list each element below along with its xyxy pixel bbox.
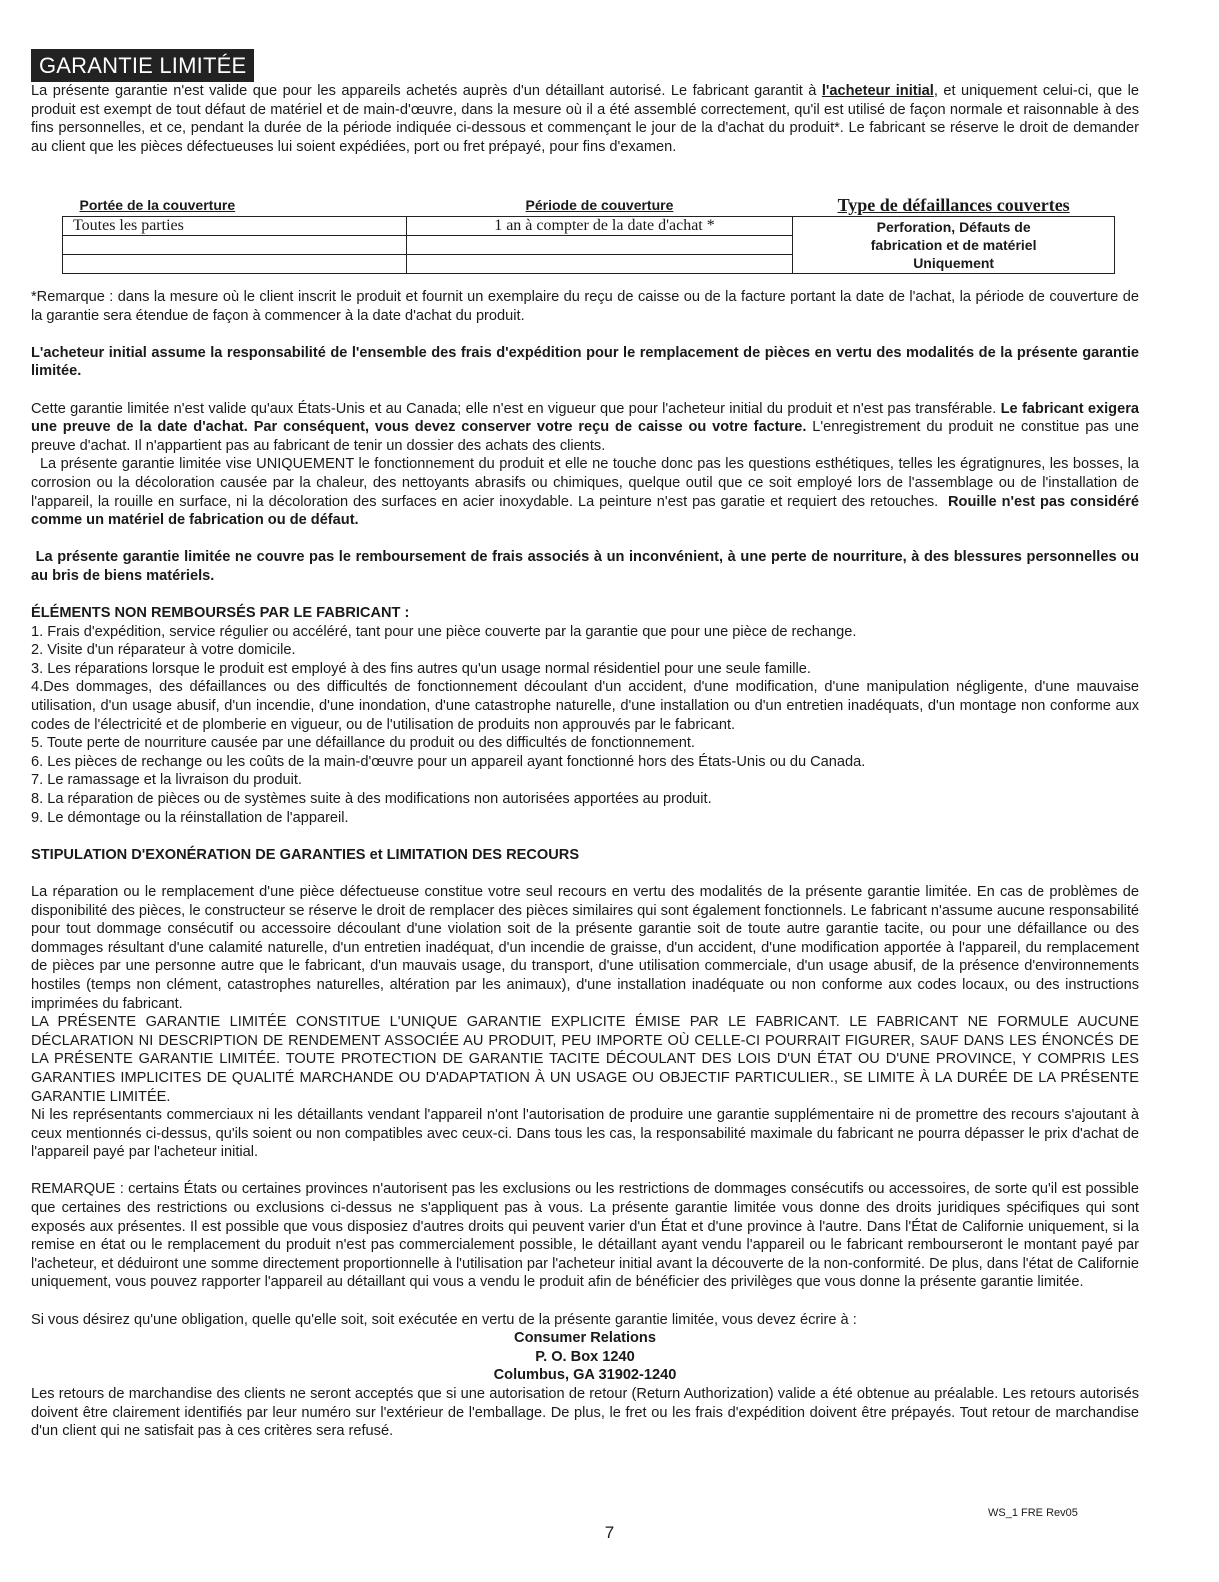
page-number: 7 <box>604 1523 615 1542</box>
list-item: 1. Frais d'expédition, service régulier ou accéléré, tant pour une pièce couverte par la garantie que pour une pièce de rechange. <box>31 623 857 640</box>
header-period: Période de couverture <box>525 197 674 214</box>
not-reimbursed-section <box>31 604 1139 827</box>
defects-line-3: Uniquement <box>913 254 995 271</box>
cosmetic-paragraph <box>31 455 1144 529</box>
intro-emphasis: l'acheteur initial <box>821 83 934 99</box>
list-item: 9. Le démontage ou la réinstallation de l'appareil. <box>31 809 349 826</box>
list-item: 8. La réparation de pièces ou de systèmes suite à des modifications non autorisées apportées au produit. <box>31 791 712 807</box>
state-remark-paragraph: REMARQUE : certains États ou certaines provinces n'autorisent pas les exclusions ou les restrictions de dommages consécutifs ou accessoires, de sorte qu'il est possible que certaines des restrictions ou exclusions ci-dessus ne s'appliquent pas à vous. La présente garantie limitée vous donne des droits juridiques spécifiques qui sont exposés aux présentes. Il est possible que vous disposiez d'autres droits qui peuvent varier d'un État et d'une province à l'autre. Dans l'État de Californie uniquement, si la remise en état ou le remplacement du produit n'est pas commercialement possible, le détaillant ayant vendu l'appareil ou le fabricant rembourseront le montant payé par l'acheteur, et déduiront une somme directement proportionnelle à l'utilisation par l'acheteur initial avant la découverte de la non-conformité. De plus, dans l'état de Californie uniquement, vous pouvez rapporter l'appareil au détaillant qui vous a vendu le produit afin de bénéficier des privilèges que vous donne la présente garantie limitée. <box>31 1181 1139 1291</box>
no-cover-paragraph: La présente garantie limitée ne couvre pas le remboursement de frais associés à un inconvénient, à une perte de nourriture, à des blessures personnelles ou au bris de biens matériels. <box>31 549 1144 584</box>
header-scope: Portée de la couverture <box>79 197 236 214</box>
intro-text-1: La présente garantie n'est valide que pour les appareils achetés auprès d'un détaillant autorisé. Le fabricant garantit à <box>31 83 822 99</box>
defects-line-1: Perforation, Défauts de <box>876 218 1031 235</box>
intro-text-2: , et uniquement celui-ci, que le produit est exempt de tout défaut de matériel et de main-d'œuvre, dans la mesure où il a été assemblé correctement, qu'il est utilisé de façon normale et raisonnable à des fins personnelles, et ce, pendant la durée de la période indiquée ci-dessous et commençant le jour de la d'achat du produit*. Le fabricant se réserve le droit de demander au client que les pièces défectueuses lui soient expédiées, port ou fret prépayé, pour fins d'examen. <box>31 83 1139 155</box>
defects-line-2: fabrication et de matériel <box>870 236 1037 253</box>
empty-cell <box>406 235 793 254</box>
list-item: 2. Visite d'un réparateur à votre domicile. <box>31 642 296 659</box>
not-reimbursed-heading: ÉLÉMENTS NON REMBOURSÉS PAR LE FABRICANT : <box>31 605 410 622</box>
header-defects: Type de défaillances couvertes <box>837 195 1070 216</box>
cosmetic-text: La présente garantie limitée vise UNIQUEMENT le fonctionnement du produit et elle ne touche donc pas les questions esthétiques, telles les égratignures, les bosses, la corrosion ou la décoloration causée par la chaleur, des nettoyants abrasifs ou chimiques, quelque outil que ce soit employé lors de l'assemblage ou de l'installation de l'appareil, la rouille en surface, ni la décoloration des surfaces en acier inoxydable. La peinture n'est pas garatie et requiert des retouches. <box>31 456 1144 510</box>
contact-name: Consumer Relations <box>514 1330 656 1347</box>
empty-cell <box>406 254 793 273</box>
document-code: WS_1 FRE Rev05 <box>988 1507 1078 1519</box>
scope-cell: Toutes les parties <box>63 216 407 235</box>
disclaimer-paragraph-3: Ni les représentants commerciaux ni les détaillants vendant l'appareil n'ont l'autorisation de produire une garantie supplémentaire ni de promettre des recours s'ajoutant à ceux mentionnés ci-dessus, qu'ils soient ou non compatibles avec ceux-ci. Dans tous les cas, la responsabilité maximale du fabricant ne pourra dépasser le prix d'achat de l'appareil payé par l'acheteur initial. <box>31 1107 1139 1161</box>
disclaimer-paragraph-1: La réparation ou le remplacement d'une pièce défectueuse constitue votre seul recours en vertu des modalités de la présente garantie limitée. En cas de problèmes de disponibilité des pièces, le constructeur se réserve le droit de remplacer des pièces similaires qui sont également fonctionnels. Le fabricant n'assume aucune responsabilité pour tout dommage consécutif ou accessoire découlant d'une violation soit de la présente garantie soit de toute autre garantie tacite, ou pour une défaillance ou des dommages résultant d'une calamité naturelle, d'un entretien inadéquat, d'un incendie de graisse, d'un accident, d'une modification apportée à l'appareil, du remplacement de pièces par une personne autre que le fabricant, d'un mauvais usage, du transport, d'une utilisation commerciale, d'un usage abusif, de la présence d'environnements hostiles (temps non clément, catastrophes naturelles, altération par les animaux), d'une installation inadéquate ou non conforme aux codes locaux, ou des instructions imprimées du fabricant. <box>31 883 1139 1012</box>
contact-box: P. O. Box 1240 <box>535 1348 635 1365</box>
defects-cell <box>793 216 1115 273</box>
validity-paragraph <box>31 400 1139 456</box>
validity-text-2: L'enregistrement du produit ne constitue pas une preuve d'achat. Il n'appartient pas au fabricant de tenir un dossier des achats des clients. <box>31 419 1139 454</box>
disclaimer-heading: STIPULATION D'EXONÉRATION DE GARANTIES et LIMITATION DES RECOURS <box>31 846 580 863</box>
intro-paragraph <box>31 82 1139 156</box>
remark-paragraph: *Remarque : dans la mesure où le client inscrit le produit et fournit un exemplaire du reçu de caisse ou de la facture portant la date de l'achat, la période de couverture de la garantie sera étendue de façon à commencer à la date d'achat du produit. <box>31 288 1139 324</box>
contact-city: Columbus, GA 31902-1240 <box>493 1367 677 1384</box>
coverage-table <box>62 196 1115 274</box>
contact-intro: Si vous désirez qu'une obligation, quelle qu'elle soit, soit exécutée en vertu de la présente garantie limitée, vous devez écrire à : <box>31 1311 857 1328</box>
shipping-note: L'acheteur initial assume la responsabilité de l'ensemble des frais d'expédition pour le remplacement de pièces en vertu des modalités de la présente garantie limitée. <box>31 344 1139 380</box>
validity-bold: Le fabricant exigera une preuve de la date d'achat. Par conséquent, vous devez conserver votre reçu de caisse ou votre facture. <box>31 400 1139 436</box>
list-item: 3. Les réparations lorsque le produit est employé à des fins autres qu'un usage normal résidentiel pour une seule famille. <box>31 660 811 677</box>
list-item: 7. Le ramassage et la livraison du produit. <box>31 772 302 789</box>
returns-paragraph: Les retours de marchandise des clients ne seront acceptés que si une autorisation de retour (Return Authorization) valide a été obtenue au préalable. Les retours autorisés doivent être clairement identifiés par leur numéro sur l'extérieur de l'emballage. De plus, le fret ou les frais d'expédition doivent être prépayés. Tout retour de marchandise d'un client qui ne satisfait pas à ces critères sera refusé. <box>31 1386 1139 1440</box>
validity-text-1: Cette garantie limitée n'est valide qu'aux États-Unis et au Canada; elle n'est en vigueur que pour l'acheteur initial du produit et n'est pas transférable. <box>31 400 1001 417</box>
cosmetic-bold: Rouille n'est pas considéré comme un matériel de fabrication ou de défaut. <box>31 493 1144 529</box>
list-item: 6. Les pièces de rechange ou les coûts de la main-d'œuvre pour un appareil ayant fonctionné hors des États-Unis ou du Canada. <box>31 753 866 770</box>
page-title: GARANTIE LIMITÉE <box>31 49 254 82</box>
period-cell: 1 an à compter de la date d'achat * <box>406 216 793 235</box>
empty-cell <box>63 254 407 273</box>
empty-cell <box>63 235 407 254</box>
disclaimer-paragraph-2: LA PRÉSENTE GARANTIE LIMITÉE CONSTITUE L'UNIQUE GARANTIE EXPLICITE ÉMISE PAR LE FABRICANT. LE FABRICANT NE FORMULE AUCUNE DÉCLARATION NI DESCRIPTION DE RENDEMENT ASSOCIÉE AU PRODUIT, PEU IMPORTE OÙ CELLE-CI POURRAIT FIGURER, SAUF DANS LES ÉNONCÉS DE LA PRÉSENTE GARANTIE LIMITÉE. TOUTE PROTECTION DE GARANTIE TACITE DÉCOULANT DES LOIS D'UN ÉTAT OU D'UNE PROVINCE, Y COMPRIS LES GARANTIES IMPLICITES DE QUALITÉ MARCHANDE OU D'ADAPTATION À UN USAGE OU OBJECTIF PARTICULIER., SE LIMITE À LA DURÉE DE LA PRÉSENTE GARANTIE LIMITÉE. <box>31 1014 1139 1105</box>
list-item: 4.Des dommages, des défaillances ou des difficultés de fonctionnement découlant d'un accident, d'une modification, d'une manipulation négligente, d'une mauvaise utilisation, d'un usage abusif, d'un incendie, d'une inondation, d'une catastrophe naturelle, d'une installation ou d'un entretien inadéquats, d'un montage non conforme aux codes de l'électricité et de plomberie en vigueur, ou de l'utilisation de produits non approuvés par le fabricant. <box>31 679 1139 733</box>
list-item: 5. Toute perte de nourriture causée par une défaillance du produit ou des difficultés de fonctionnement. <box>31 735 695 752</box>
warranty-page <box>31 49 1144 1441</box>
